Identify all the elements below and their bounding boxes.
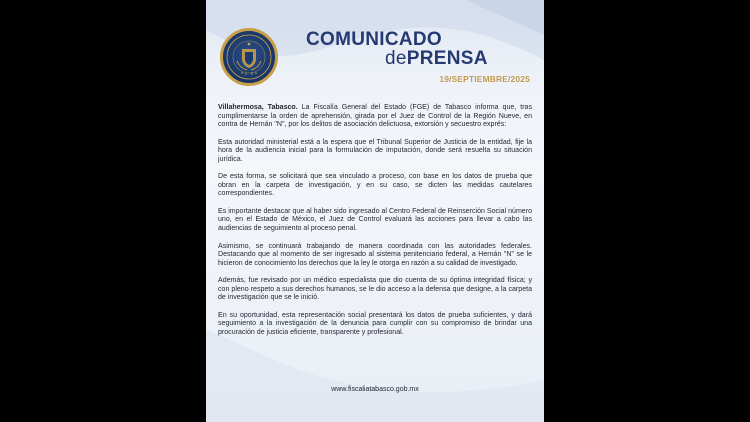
title-prensa [385,48,488,70]
release-date: 19/SEPTIEMBRE/2025 [439,74,530,84]
title-de: de [385,48,407,69]
paragraph-5: Asimismo, se continuará trabajando de manera coordinada con las autoridades federales. Destacando que al momento de ser ingresado al sistema penitenciario federal, a Hernán "N" se le hicieron de conocimiento los derechos que la ley le otorga en razón a su calidad de investigado. [218,242,532,267]
paragraph-1 [218,104,532,130]
paragraph-1-text: La Fiscalía General del Estado (FGE) de Tabasco informa que, tras cumplimentarse la orden de aprehensión, girada por el Juez de Control de la Región Nueve, en contra de Hernán "N", por los delitos de asociación delictuosa, extorsión y secuestro exprés: [218,104,532,129]
paragraph-7: En su oportunidad, esta representación social presentará los datos de prueba suficientes, y dará seguimiento a la investigación de la denuncia para cumplir con su compromiso de brindar una procuración de justicia eficiente, transparente y profesional. [218,311,532,336]
dateline-place: Villahermosa, Tabasco. [218,104,298,111]
paragraph-6: Además, fue revisado por un médico especialista que dio cuenta de su óptima integridad física; y con pleno respeto a sus derechos humanos, se le dio acceso a la defensa que designe, a la carpeta de investigación que se le inició. [218,277,532,302]
fiscalia-seal-icon [220,28,278,86]
paragraph-4: Es importante destacar que al haber sido ingresado al Centro Federal de Reinserción Social número uno, en el Estado de México, el Juez de Control evaluará las acciones para llevar a cabo las audiencias de seguimiento al proceso penal. [218,207,532,233]
press-release-page [206,0,544,422]
paragraph-3: De esta forma, se solicitará que sea vinculado a proceso, con base en los datos de prueba que obran en la carpeta de investigación, y en su caso, se dicten las medidas cautelares correspondientes. [218,173,532,198]
title-comunicado: COMUNICADO [306,29,442,50]
press-release-body [218,104,532,346]
website-link[interactable]: www.fiscaliatabasco.gob.mx [331,386,419,393]
paragraph-2: Esta autoridad ministerial está a la espera que el Tribunal Superior de Justicia de la entidad, fije la hora de la audiencia inicial para la formulación de imputación, donde será resuelta su situación jurídica. [218,138,532,163]
title-prensa-word: PRENSA [406,48,488,69]
